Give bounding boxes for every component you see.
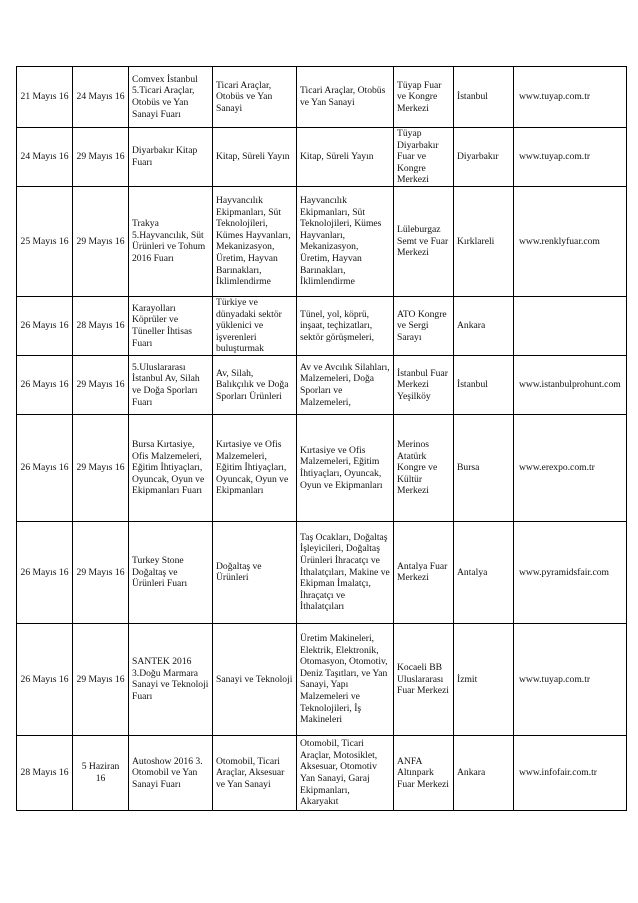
start-date-cell: 24 Mayıs 16 (17, 128, 73, 187)
website-cell: www.tuyap.com.tr (514, 623, 627, 735)
product-scope-cell: Ticari Araçlar, Otobüs ve Yan Sanayi (297, 67, 394, 128)
table-row (17, 186, 627, 296)
city-cell: Antalya (454, 521, 514, 623)
sector-cell: Kırtasiye ve Ofis Malzemeleri, Eğitim İhtiyaçları, Oyuncak, Oyun ve Ekipmanları (213, 414, 297, 521)
product-scope-cell: Tünel, yol, köprü, inşaat, teçhizatları, sektör görüşmeleri, (297, 296, 394, 355)
product-scope-cell: Otomobil, Ticari Araçlar, Motosiklet, Aksesuar, Otomotiv Yan Sanayi, Garaj Ekipmanları, Akaryakıt (297, 735, 394, 810)
product-scope-cell: Taş Ocakları, Doğaltaş İşleyicileri, Doğaltaş Ürünleri İhracatçı ve İthalatçıları, Makine ve Ekipman İmalatçı, İhraçatçı ve İthalatçıları (297, 521, 394, 623)
website-cell: www.renklyfuar.com (514, 186, 627, 296)
venue-cell: ATO Kongre ve Sergi Sarayı (394, 296, 454, 355)
venue-cell: Antalya Fuar Merkezi (394, 521, 454, 623)
sector-cell: Türkiye ve dünyadaki sektör yüklenici ve işverenleri buluşturmak (213, 296, 297, 355)
start-date-cell: 26 Mayıs 16 (17, 414, 73, 521)
venue-cell: ANFA Altınpark Fuar Merkezi (394, 735, 454, 810)
venue-cell: Merinos Atatürk Kongre ve Kültür Merkezi (394, 414, 454, 521)
city-cell: Diyarbakır (454, 128, 514, 187)
start-date-cell: 25 Mayıs 16 (17, 186, 73, 296)
city-cell: Ankara (454, 735, 514, 810)
website-cell: www.erexpo.com.tr (514, 414, 627, 521)
city-cell: Kırklareli (454, 186, 514, 296)
website-cell: www.istanbulprohunt.com (514, 355, 627, 414)
table-row (17, 67, 627, 128)
table-row (17, 296, 627, 355)
city-cell: Bursa (454, 414, 514, 521)
table-row (17, 623, 627, 735)
fair-name-cell: Trakya 5.Hayvancılık, Süt Ürünleri ve Tohum 2016 Fuarı (129, 186, 213, 296)
start-date-cell: 21 Mayıs 16 (17, 67, 73, 128)
city-cell: Ankara (454, 296, 514, 355)
end-date-cell: 28 Mayıs 16 (73, 296, 129, 355)
start-date-cell: 28 Mayıs 16 (17, 735, 73, 810)
end-date-cell: 29 Mayıs 16 (73, 414, 129, 521)
fair-name-cell: Autoshow 2016 3. Otomobil ve Yan Sanayi Fuarı (129, 735, 213, 810)
venue-cell: Lüleburgaz Semt ve Fuar Merkezi (394, 186, 454, 296)
product-scope-cell: Kırtasiye ve Ofis Malzemeleri, Eğitim İhtiyaçları, Oyuncak, Oyun ve Ekipmanları (297, 414, 394, 521)
sector-cell: Sanayi ve Teknoloji (213, 623, 297, 735)
product-scope-cell: Kitap, Süreli Yayın (297, 128, 394, 187)
end-date-cell: 5 Haziran 16 (73, 735, 129, 810)
fair-name-cell: Bursa Kırtasiye, Ofis Malzemeleri, Eğitim İhtiyaçları, Oyuncak, Oyun ve Ekipmanları Fuarı (129, 414, 213, 521)
fair-name-cell: Comvex İstanbul 5.Ticari Araçlar, Otobüs ve Yan Sanayi Fuarı (129, 67, 213, 128)
venue-cell: Tüyap Fuar ve Kongre Merkezi (394, 67, 454, 128)
start-date-cell: 26 Mayıs 16 (17, 296, 73, 355)
city-cell: İzmit (454, 623, 514, 735)
fair-name-cell: Diyarbakır Kitap Fuarı (129, 128, 213, 187)
website-cell: www.tuyap.com.tr (514, 128, 627, 187)
sector-cell: Otomobil, Ticari Araçlar, Aksesuar ve Yan Sanayi (213, 735, 297, 810)
city-cell: İstanbul (454, 355, 514, 414)
product-scope-cell: Hayvancılık Ekipmanları, Süt Teknolojileri, Kümes Hayvanları, Mekanizasyon, Üretim, Hayvan Barınakları, İklimlendirme (297, 186, 394, 296)
sector-cell: Doğaltaş ve Ürünleri (213, 521, 297, 623)
end-date-cell: 29 Mayıs 16 (73, 355, 129, 414)
table-row (17, 355, 627, 414)
city-cell: İstanbul (454, 67, 514, 128)
venue-cell: Tüyap Diyarbakır Fuar ve Kongre Merkezi (394, 128, 454, 187)
fair-schedule-table (16, 66, 627, 811)
website-cell: www.infofair.com.tr (514, 735, 627, 810)
table-row (17, 735, 627, 810)
website-cell (514, 296, 627, 355)
fair-name-cell: 5.Uluslararası İstanbul Av, Silah ve Doğa Sporları Fuarı (129, 355, 213, 414)
sector-cell: Av, Silah, Balıkçılık ve Doğa Sporları Ürünleri (213, 355, 297, 414)
start-date-cell: 26 Mayıs 16 (17, 355, 73, 414)
product-scope-cell: Av ve Avcılık Silahları, Malzemeleri, Doğa Sporları ve Malzemeleri, (297, 355, 394, 414)
website-cell: www.tuyap.com.tr (514, 67, 627, 128)
fair-name-cell: Turkey Stone Doğaltaş ve Ürünleri Fuarı (129, 521, 213, 623)
venue-cell: İstanbul Fuar Merkezi Yeşilköy (394, 355, 454, 414)
end-date-cell: 29 Mayıs 16 (73, 186, 129, 296)
start-date-cell: 26 Mayıs 16 (17, 521, 73, 623)
sector-cell: Ticari Araçlar, Otobüs ve Yan Sanayi (213, 67, 297, 128)
table-row (17, 414, 627, 521)
table-row (17, 128, 627, 187)
table-row (17, 521, 627, 623)
end-date-cell: 29 Mayıs 16 (73, 128, 129, 187)
website-cell: www.pyramidsfair.com (514, 521, 627, 623)
end-date-cell: 29 Mayıs 16 (73, 623, 129, 735)
fair-name-cell: Karayolları Köprüler ve Tüneller İhtisas Fuarı (129, 296, 213, 355)
end-date-cell: 24 Mayıs 16 (73, 67, 129, 128)
sector-cell: Kitap, Süreli Yayın (213, 128, 297, 187)
venue-cell: Kocaeli BB Uluslararası Fuar Merkezi (394, 623, 454, 735)
sector-cell: Hayvancılık Ekipmanları, Süt Teknolojileri, Kümes Hayvanları, Mekanizasyon, Üretim, Hayvan Barınakları, İklimlendirme (213, 186, 297, 296)
end-date-cell: 29 Mayıs 16 (73, 521, 129, 623)
start-date-cell: 26 Mayıs 16 (17, 623, 73, 735)
fair-name-cell: SANTEK 2016 3.Doğu Marmara Sanayi ve Teknoloji Fuarı (129, 623, 213, 735)
product-scope-cell: Üretim Makineleri, Elektrik, Elektronik, Otomasyon, Otomotiv, Deniz Taşıtları, ve Yan Sanayi, Yapı Malzemeleri ve Teknolojileri, İş Makineleri (297, 623, 394, 735)
